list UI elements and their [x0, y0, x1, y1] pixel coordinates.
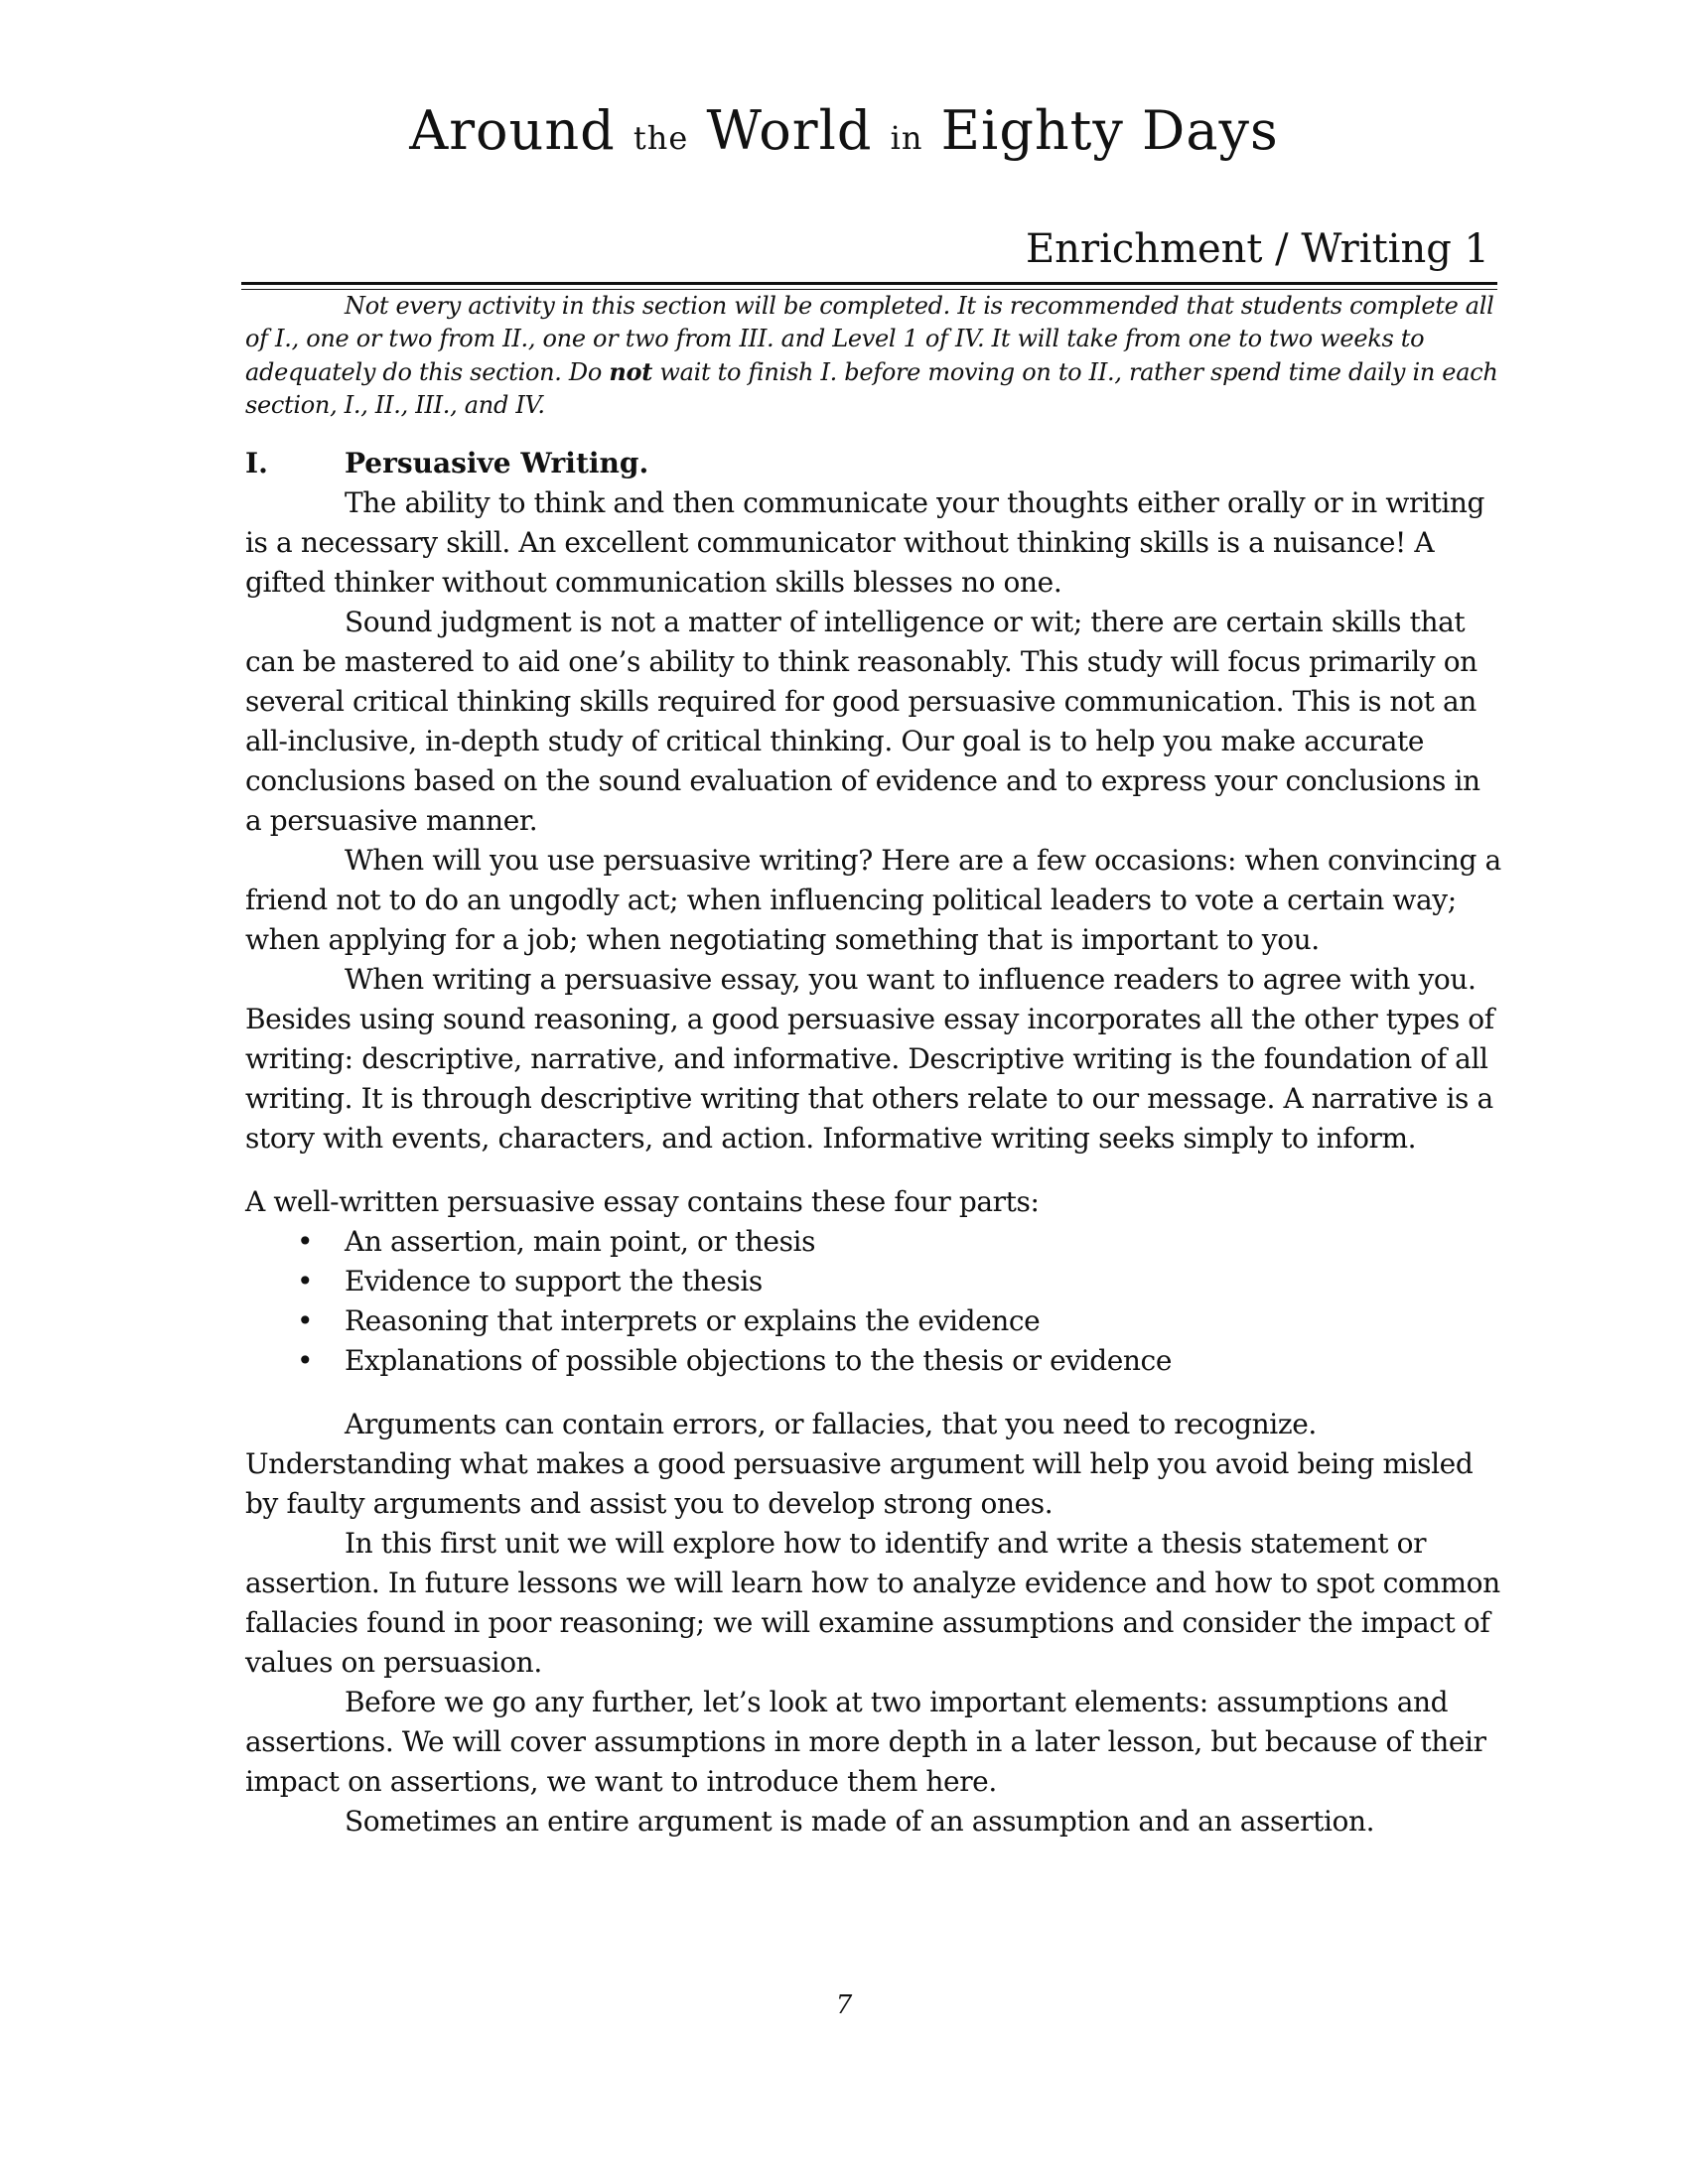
paragraph-2: Sound judgment is not a matter of intelligence or wit; there are certain skills that can be mastered to aid one’s ability to think reasonably. This study will focus primarily on several critical thinking skills required for good persuasive communication. This is not an all-inclusive, in-depth study of critical thinking. Our goal is to help you make accurate conclusions based on the sound evaluation of evidence and to express your conclusions in a persuasive manner.	[245, 606, 1480, 837]
bullet-icon: •	[297, 1344, 314, 1377]
title-word-eighty-days: Eighty Days	[940, 99, 1279, 162]
list-item	[245, 1341, 1501, 1381]
paragraph-1: The ability to think and then communicate your thoughts either orally or in writing is a necessary skill. An excellent communicator without thinking skills is a nuisance! A gifted thinker without communication skills blesses no one.	[245, 486, 1485, 599]
paragraph-4: When writing a persuasive essay, you want to influence readers to agree with you. Besides using sound reasoning, a good persuasive essay incorporates all the other types of writing: descriptive, narrative, and informative. Descriptive writing is the foundation of all writing. It is through descriptive writing that others relate to our message. A narrative is a story with events, characters, and action. Informative writing seeks simply to inform.	[245, 963, 1494, 1155]
book-title	[0, 99, 1688, 162]
title-word-the: the	[633, 119, 689, 157]
section-heading-title: Persuasive Writing.	[345, 447, 649, 479]
page-number: 7	[835, 1990, 853, 2020]
section-title: Enrichment / Writing 1	[1025, 226, 1489, 272]
paragraph-8: Sometimes an entire argument is made of an assumption and an assertion.	[345, 1805, 1375, 1838]
bullet-icon: •	[297, 1265, 314, 1297]
section-heading	[245, 444, 1501, 483]
bullet-icon: •	[297, 1304, 314, 1337]
list-item-text: Evidence to support the thesis	[345, 1265, 763, 1297]
title-word-in: in	[890, 119, 923, 157]
list-intro: A well-written persuasive essay contains these four parts:	[245, 1185, 1040, 1218]
paragraph-6: In this first unit we will explore how to identify and write a thesis statement or assertion. In future lessons we will learn how to analyze evidence and how to spot common fallacies found in poor reasoning; we will examine assumptions and consider the impact of values on persuasion.	[245, 1527, 1500, 1679]
note-text-end: wait to finish I. before moving on to II., rather spend time daily in each section, I., II., III., and IV.	[245, 358, 1498, 419]
main-content	[245, 290, 1501, 1842]
bullet-list	[245, 1222, 1501, 1381]
note-text-start: Not every activity in this section will be completed. It is recommended that students complete all of I., one or two from II., one or two from III. and Level 1 of IV. It will take from one to two weeks to adequately do this section. Do	[245, 292, 1494, 386]
list-item-text: Reasoning that interprets or explains the evidence	[345, 1304, 1041, 1337]
paragraph-3: When will you use persuasive writing? Here are a few occasions: when convincing a friend not to do an ungodly act; when influencing political leaders to vote a certain way; when applying for a job; when negotiating something that is important to you.	[245, 844, 1501, 956]
title-word-around: Around	[409, 99, 616, 162]
title-word-world: World	[706, 99, 873, 162]
list-item	[245, 1301, 1501, 1341]
list-item	[245, 1222, 1501, 1262]
paragraph-7: Before we go any further, let’s look at two important elements: assumptions and assertions. We will cover assumptions in more depth in a later lesson, but because of their impact on assertions, we want to introduce them here.	[245, 1686, 1486, 1798]
bullet-icon: •	[297, 1225, 314, 1258]
list-item-text: Explanations of possible objections to the thesis or evidence	[345, 1344, 1173, 1377]
note-bold-word: not	[609, 357, 653, 386]
list-item	[245, 1262, 1501, 1301]
header-rule-thick	[241, 282, 1497, 285]
section-number: I.	[245, 447, 268, 479]
paragraph-5: Arguments can contain errors, or fallacies, that you need to recognize. Understanding what makes a good persuasive argument will help you avoid being misled by faulty arguments and assist you to develop strong ones.	[245, 1408, 1474, 1520]
instruction-note	[245, 290, 1501, 422]
list-item-text: An assertion, main point, or thesis	[345, 1225, 816, 1258]
